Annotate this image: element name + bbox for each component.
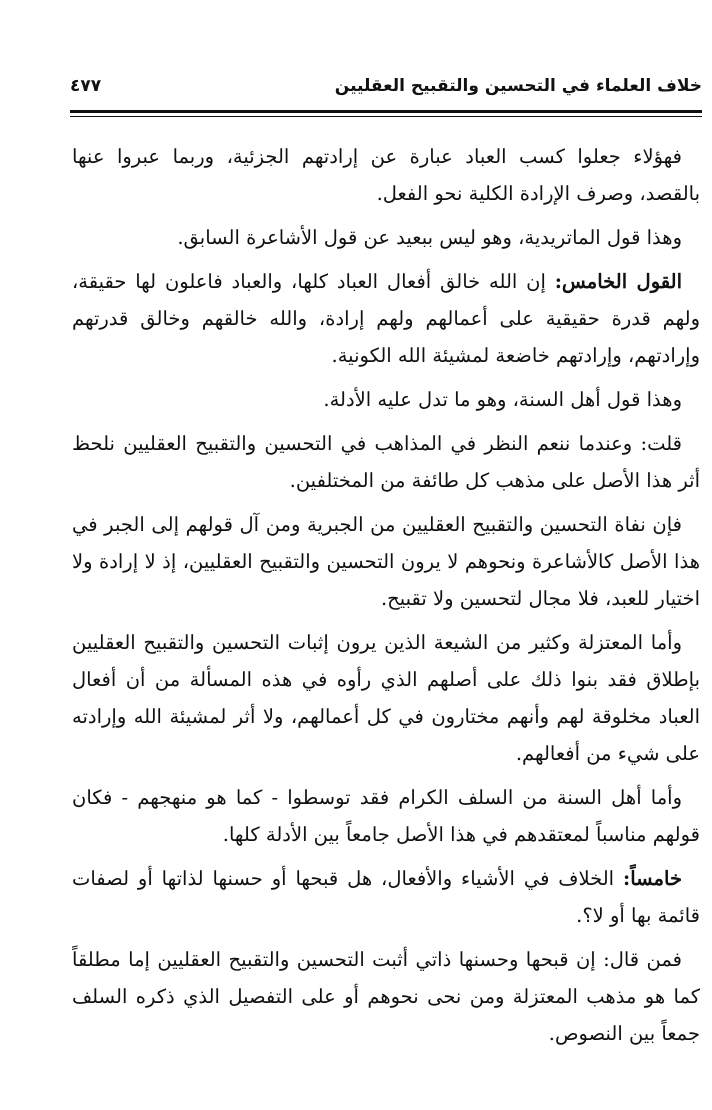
page-number: ٤٧٧ xyxy=(70,76,102,96)
paragraph-7 xyxy=(72,624,700,772)
paragraph-text: وهذا قول أهل السنة، وهو ما تدل عليه الأدلة. xyxy=(323,388,682,411)
paragraph-lead: القول الخامس: xyxy=(554,270,682,293)
page-header xyxy=(70,72,702,108)
paragraph-text: فإن نفاة التحسين والتقبيح العقليين من الجبرية ومن آل قولهم إلى الجبر في هذا الأصل كالأشاعرة ونحوهم لا يرون التحسين والتقبيح العقليين، إذ لا إرادة ولا اختيار للعبد، فلا مجال لتحسين ولا تقبيح. xyxy=(72,513,700,610)
paragraph-text: الخلاف في الأشياء والأفعال، هل قبحها أو حسنها لذاتها أو لصفات قائمة بها أو لا؟. xyxy=(72,867,700,927)
paragraph-2 xyxy=(72,219,700,256)
paragraph-3 xyxy=(72,263,700,374)
paragraph-9 xyxy=(72,860,700,934)
paragraph-text: وأما أهل السنة من السلف الكرام فقد توسطوا - كما هو منهجهم - فكان قولهم مناسباً لمعتقدهم في هذا الأصل جامعاً بين الأدلة كلها. xyxy=(72,786,700,846)
header-rule-thin xyxy=(70,116,702,117)
paragraph-lead: خامساً: xyxy=(623,867,682,890)
running-title: خلاف العلماء في التحسين والتقبيح العقليين xyxy=(334,76,702,96)
paragraph-text: إن الله خالق أفعال العباد كلها، والعباد فاعلون لها حقيقة، ولهم قدرة حقيقية على أعمالهم ولهم إرادة، والله خالقهم وخالق قدرتهم وإرادتهم، وإرادتهم خاضعة لمشيئة الله الكونية. xyxy=(72,270,700,367)
paragraph-10 xyxy=(72,941,700,1052)
paragraph-6 xyxy=(72,506,700,617)
body-text xyxy=(72,138,700,1059)
paragraph-text: وهذا قول الماتريدية، وهو ليس ببعيد عن قول الأشاعرة السابق. xyxy=(177,226,682,249)
paragraph-8 xyxy=(72,779,700,853)
paragraph-text: وأما المعتزلة وكثير من الشيعة الذين يرون إثبات التحسين والتقبيح العقليين بإطلاق فقد بنوا ذلك على أصلهم الذي رأوه في هذه المسألة من أن أفعال العباد مخلوقة لهم وأنهم مختارون في كل أعمالهم، ولا أثر لمشيئة الله وإرادته على شيء من أفعالهم. xyxy=(72,631,700,765)
paragraph-text: قلت: وعندما ننعم النظر في المذاهب في التحسين والتقبيح العقليين نلحظ أثر هذا الأصل على مذهب كل طائفة من المختلفين. xyxy=(72,432,700,492)
paragraph-text: فهؤلاء جعلوا كسب العباد عبارة عن إرادتهم الجزئية، وربما عبروا عنها بالقصد، وصرف الإرادة الكلية نحو الفعل. xyxy=(72,145,700,205)
paragraph-5 xyxy=(72,425,700,499)
paragraph-text: فمن قال: إن قبحها وحسنها ذاتي أثبت التحسين والتقبيح العقليين إما مطلقاً كما هو مذهب المعتزلة ومن نحى نحوهم أو على التفصيل الذي ذكره السلف جمعاً بين النصوص. xyxy=(72,948,700,1045)
header-rule-thick xyxy=(70,110,702,113)
paragraph-1 xyxy=(72,138,700,212)
paragraph-4 xyxy=(72,381,700,418)
